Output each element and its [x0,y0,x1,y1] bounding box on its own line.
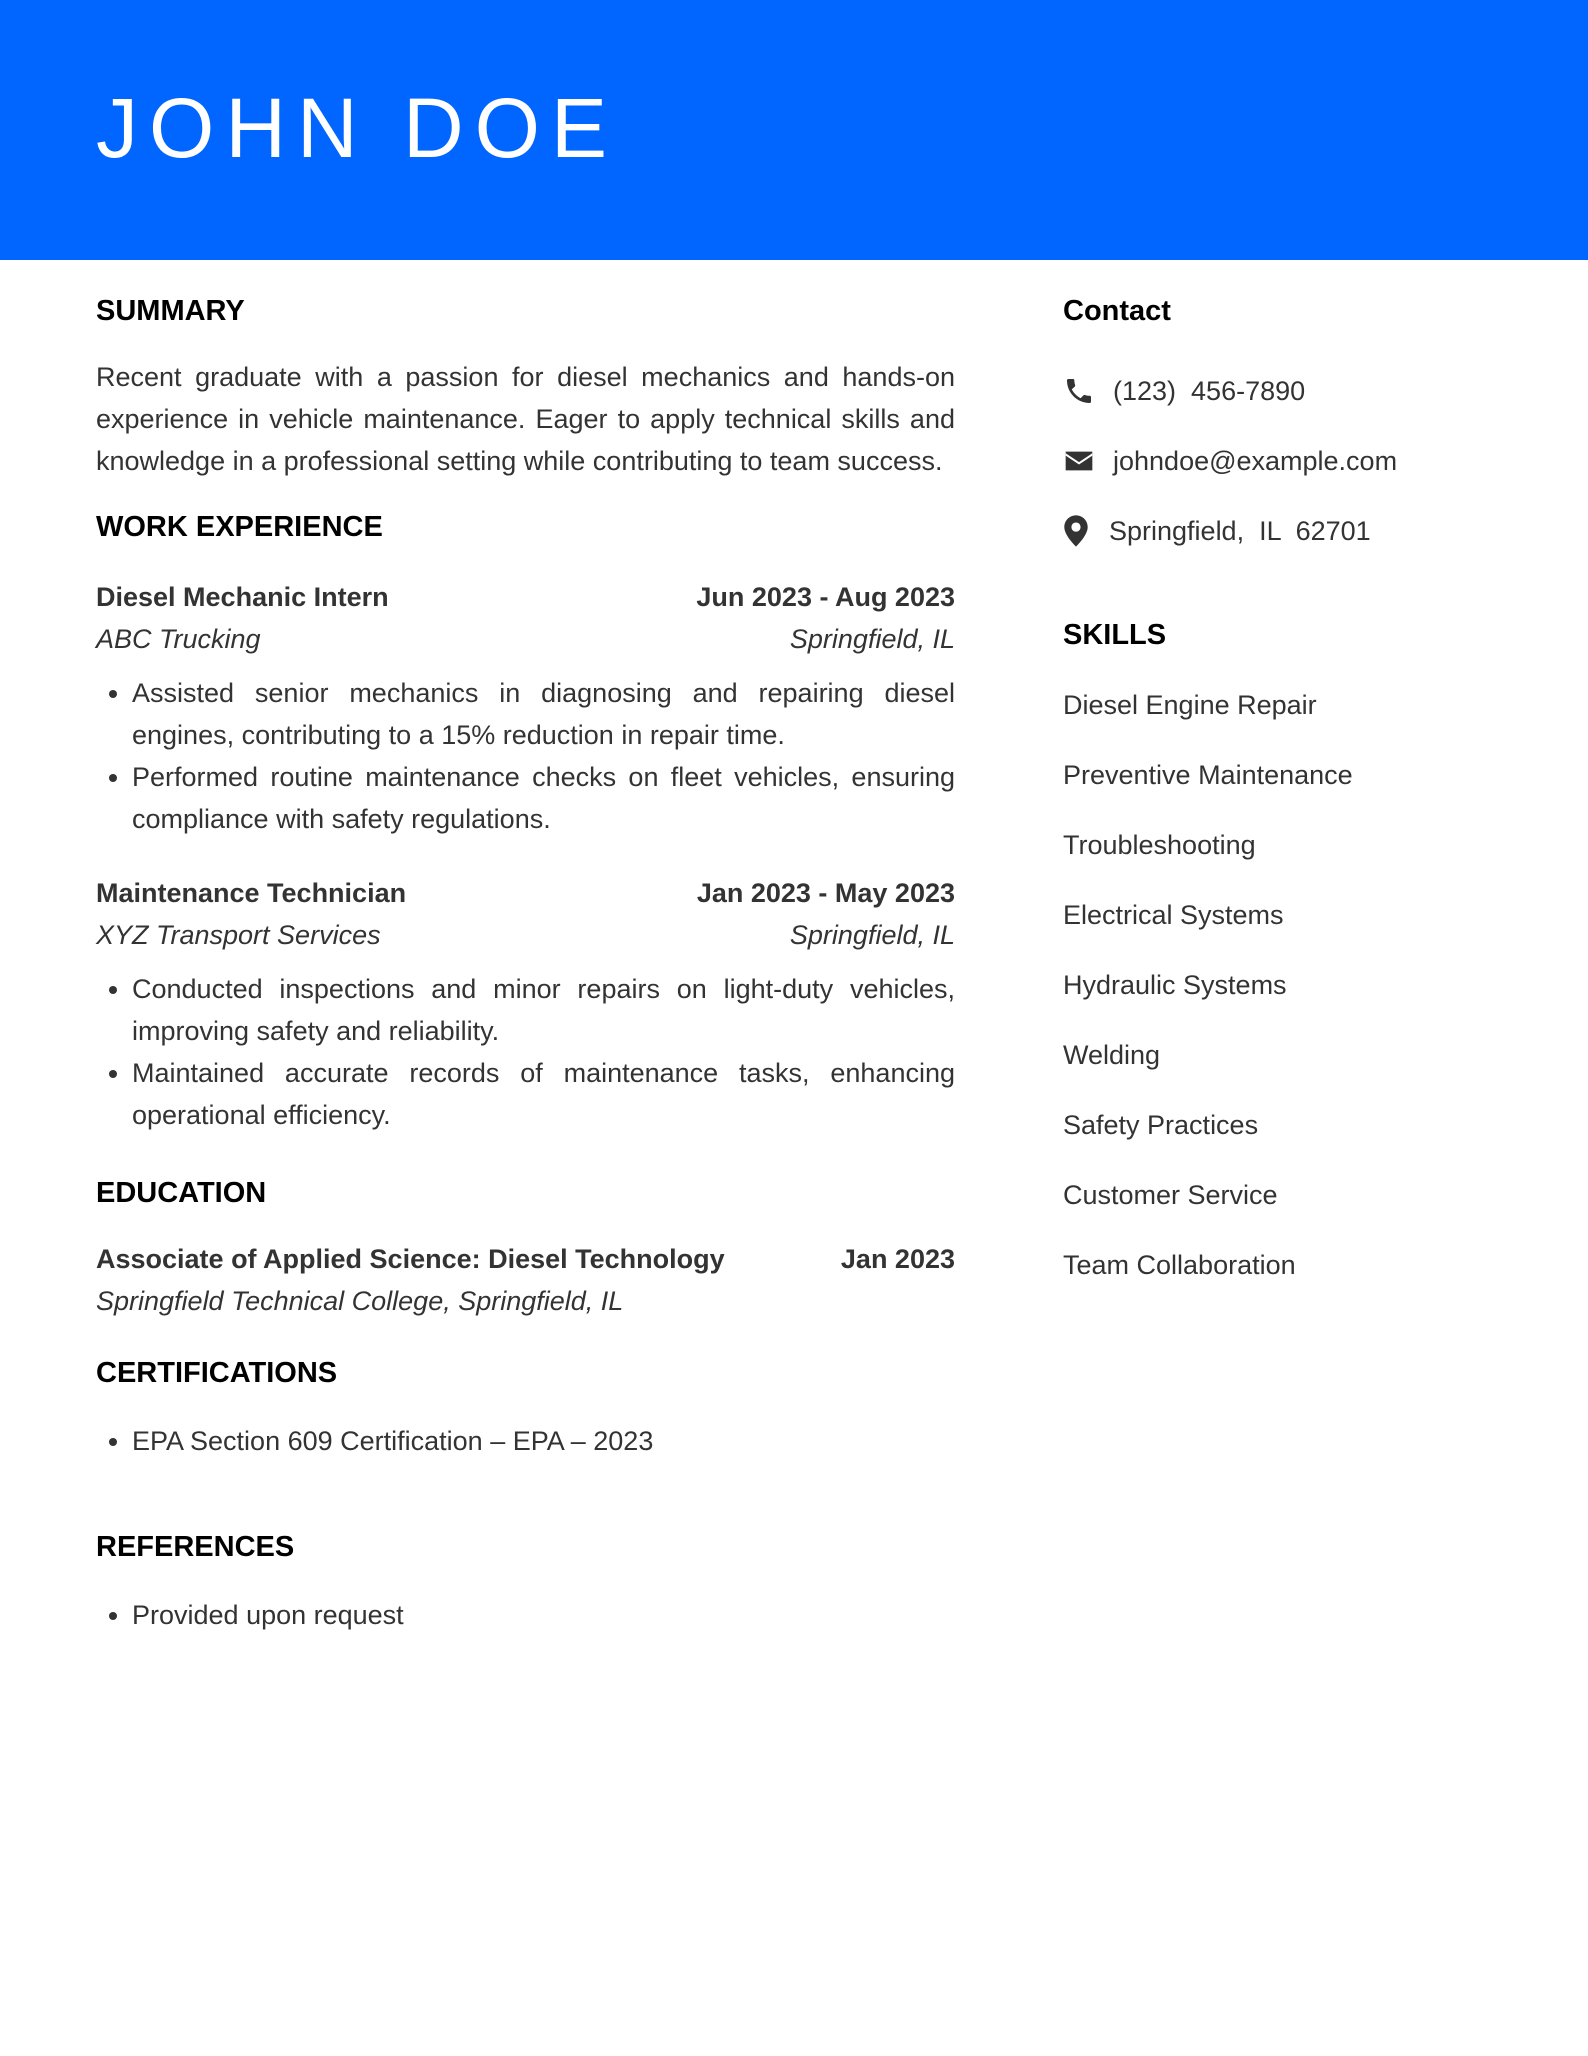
school-name: Springfield Technical College, Springfield, IL [96,1286,624,1316]
job-bullets [96,672,955,840]
contact-location [1063,510,1533,552]
work-experience-heading: WORK EXPERIENCE [96,511,383,543]
references-section [96,1526,955,1636]
reference-item: • Provided upon request [132,1594,955,1636]
contact-email-text[interactable]: johndoe@example.com [1113,446,1398,476]
degree-date: Jan 2023 [840,1244,955,1274]
sidebar-column [1063,290,1533,1314]
contact-phone [1063,370,1533,412]
job-title: Maintenance Technician [96,878,407,908]
job-title: Diesel Mechanic Intern [96,582,389,612]
job-entry [96,872,955,1136]
certifications-list [96,1420,955,1462]
job-dates: Jan 2023 - May 2023 [696,878,955,908]
skill-item: Welding [1063,1040,1161,1070]
job-entry [96,576,955,840]
job-location: Springfield, IL [789,624,955,654]
phone-icon [1063,375,1095,407]
main-column [96,290,955,1636]
job-bullet: • Conducted inspections and minor repairs on light-duty vehicles, improving safety and reliability. [132,968,955,1052]
map-pin-icon [1063,515,1089,547]
skill-item: Electrical Systems [1063,900,1284,930]
job-bullet: • Assisted senior mechanics in diagnosing and repairing diesel engines, contributing to a 15% reduction in repair time. [132,672,955,756]
header-banner [0,0,1588,260]
references-list [96,1594,955,1636]
certification-item: • EPA Section 609 Certification – EPA – 2023 [132,1420,955,1462]
summary-heading: SUMMARY [96,295,245,327]
skill-item: Diesel Engine Repair [1063,690,1317,720]
education-section [96,1172,955,1322]
certifications-section [96,1352,955,1462]
references-heading: REFERENCES [96,1531,295,1563]
contact-heading: Contact [1063,295,1171,327]
skills-section [1063,614,1533,1286]
envelope-icon [1063,445,1095,477]
candidate-name: JOHN DOE [96,81,619,175]
skill-item: Hydraulic Systems [1063,970,1287,1000]
job-company: ABC Trucking [96,624,261,654]
contact-phone-text: (123) 456-7890 [1113,376,1306,406]
skill-item: Team Collaboration [1063,1250,1296,1280]
work-experience-section [96,506,955,1136]
summary-section [96,290,955,482]
summary-text: Recent graduate with a passion for diesel mechanics and hands-on experience in vehicle maintenance. Eager to apply technical skills and knowledge in a professional setting while contributing to team success. [96,362,955,476]
job-dates: Jun 2023 - Aug 2023 [696,582,955,612]
job-bullet: • Performed routine maintenance checks on fleet vehicles, ensuring compliance with safety regulations. [132,756,955,840]
skill-item: Safety Practices [1063,1110,1259,1140]
skills-list [1063,684,1533,1286]
certifications-heading: CERTIFICATIONS [96,1357,338,1389]
skills-heading: SKILLS [1063,619,1167,651]
skill-item: Preventive Maintenance [1063,760,1353,790]
contact-location-text: Springfield, IL 62701 [1109,516,1371,546]
skill-item: Troubleshooting [1063,830,1256,860]
education-heading: EDUCATION [96,1177,267,1209]
skill-item: Customer Service [1063,1180,1278,1210]
contact-section [1063,290,1533,552]
degree-name: Associate of Applied Science: Diesel Technology [96,1244,725,1274]
job-location: Springfield, IL [789,920,955,950]
contact-email [1063,440,1533,482]
job-company: XYZ Transport Services [96,920,381,950]
job-bullet: • Maintained accurate records of maintenance tasks, enhancing operational efficiency. [132,1052,955,1136]
job-bullets [96,968,955,1136]
